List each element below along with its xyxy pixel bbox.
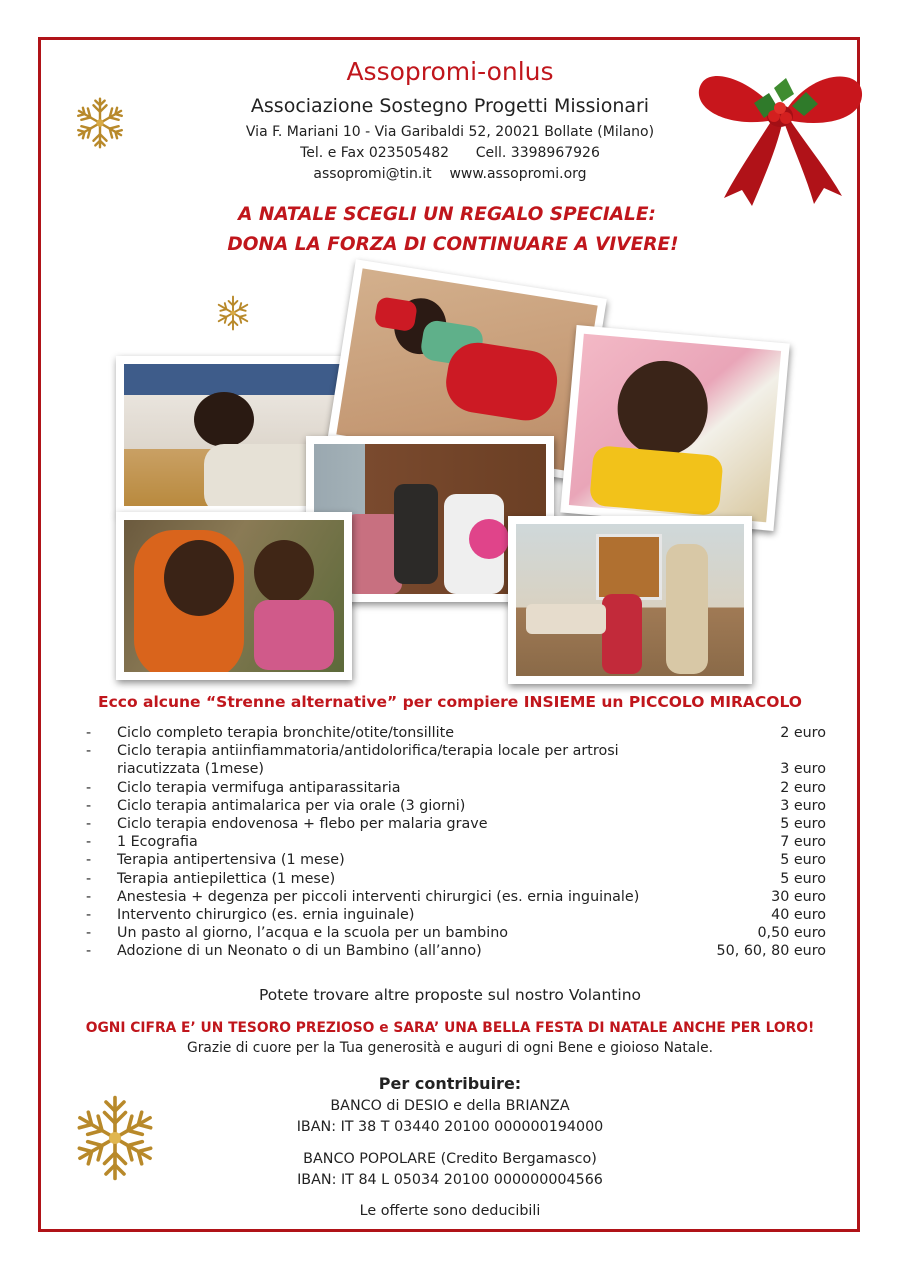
more-proposals: Potete trovare altre proposte sul nostro Volantino (258, 986, 642, 1004)
list-item: - Terapia antipertensiva (1 mese) 5 euro (86, 852, 826, 869)
contribute-title: Per contribuire: (378, 1074, 522, 1093)
gifts-list (86, 724, 826, 961)
phones: Tel. e Fax 023505482 Cell. 3398967926 (300, 145, 600, 161)
contacts: assopromi@tin.it www.assopromi.org (313, 166, 587, 182)
photo-baby-closeup (560, 325, 790, 531)
org-name: Assopromi-onlus (346, 57, 554, 86)
bank1-name: BANCO di DESIO e della BRIANZA (330, 1098, 570, 1114)
list-item: - Ciclo terapia antimalarica per via orale (3 giorni) 3 euro (86, 797, 826, 814)
cifra-slogan: OGNI CIFRA E’ UN TESORO PREZIOSO e SARA’ UNA BELLA FESTA DI NATALE ANCHE PER LORO! (85, 1020, 815, 1036)
list-item: - Ciclo completo terapia bronchite/otite/tonsillite 2 euro (86, 725, 826, 741)
list-item: - Adozione di un Neonato o di un Bambino (all’anno) 50, 60, 80 euro (86, 943, 826, 960)
headline-line2: DONA LA FORZA DI CONTINUARE A VIVERE! (227, 234, 679, 255)
address: Via F. Mariani 10 - Via Garibaldi 52, 20021 Bollate (Milano) (245, 124, 655, 140)
list-item: - Ciclo terapia antiinfiammatoria/antidolorifica/terapia locale per artrosi (86, 743, 619, 760)
list-item: - Intervento chirurgico (es. ernia inguinale) 40 euro (86, 907, 826, 924)
photo-nun-ward (508, 516, 752, 684)
headline-line1: A NATALE SCEGLI UN REGALO SPECIALE: (238, 204, 656, 225)
christmas-bow-icon (694, 58, 869, 208)
list-item-continued: riacutizzata (1mese) 3 euro (117, 761, 826, 778)
list-item: - 1 Ecografia 7 euro (86, 834, 826, 851)
snowflake-icon (72, 94, 128, 152)
list-item: - Anestesia + degenza per piccoli interventi chirurgici (es. ernia inguinale) 30 euro (86, 888, 826, 905)
bank2-name: BANCO POPOLARE (Credito Bergamasco) (303, 1151, 597, 1167)
gifts-title: Ecco alcune “Strenne alternative” per compiere INSIEME un PICCOLO MIRACOLO (98, 693, 802, 711)
bank1-iban: IBAN: IT 38 T 03440 20100 000000194000 (296, 1119, 604, 1135)
list-item: - Un pasto al giorno, l’acqua e la scuola per un bambino 0,50 euro (86, 925, 826, 942)
photo-mother-and-child (116, 512, 352, 680)
snowflake-icon (214, 294, 252, 332)
bank2-iban: IBAN: IT 84 L 05034 20100 000000004566 (297, 1172, 603, 1188)
list-item: - Ciclo terapia endovenosa + flebo per malaria grave 5 euro (86, 816, 826, 833)
thanks-text: Grazie di cuore per la Tua generosità e auguri di ogni Bene e gioioso Natale. (187, 1040, 713, 1056)
list-item: - Ciclo terapia vermifuga antiparassitaria 2 euro (86, 779, 826, 796)
deducible-note: Le offerte sono deducibili (359, 1203, 541, 1219)
association-name: Associazione Sostegno Progetti Missionari (250, 95, 650, 117)
list-item: - Terapia antiepilettica (1 mese) 5 euro (86, 870, 826, 887)
